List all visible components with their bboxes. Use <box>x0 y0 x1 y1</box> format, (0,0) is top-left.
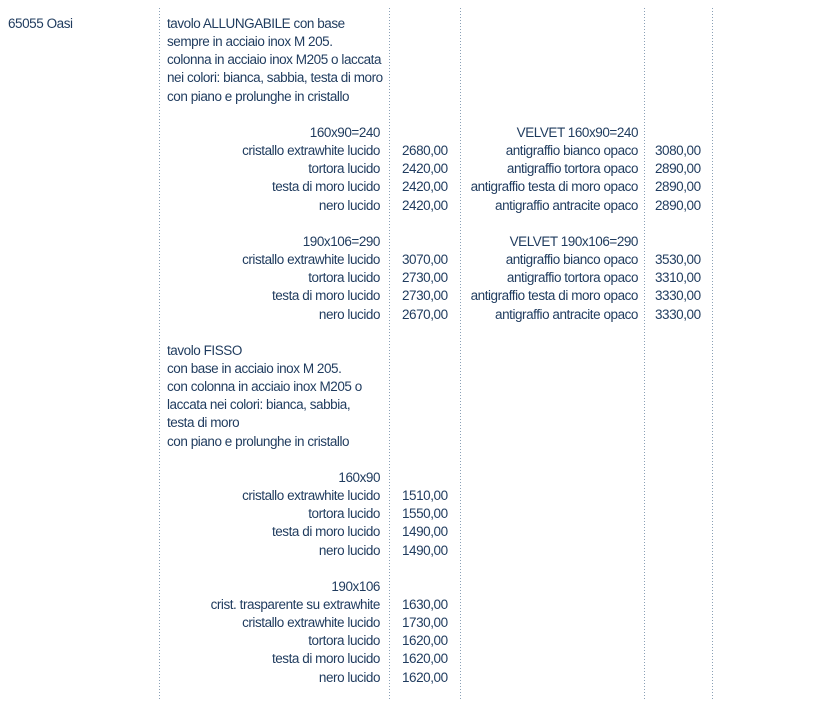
price-row <box>0 197 830 215</box>
finish-label: cristallo extrawhite lucido <box>242 252 380 268</box>
velvet-price: 2890,00 <box>655 161 701 177</box>
finish-label: cristallo extrawhite lucido <box>242 488 380 504</box>
spacer-row <box>0 324 830 342</box>
price-row <box>0 542 830 560</box>
price-row <box>0 287 830 305</box>
size-label: 160x90=240 <box>309 124 380 140</box>
price: 2670,00 <box>402 306 448 322</box>
size-header-row <box>0 578 830 596</box>
velvet-price: 3330,00 <box>655 306 701 322</box>
price-row <box>0 269 830 287</box>
description-row <box>0 433 830 451</box>
description-row <box>0 378 830 396</box>
velvet-price: 3330,00 <box>655 288 701 304</box>
description-line: sempre in acciaio inox M 205. <box>167 34 333 50</box>
description-row <box>0 15 830 33</box>
description-row <box>0 33 830 51</box>
price: 2730,00 <box>402 270 448 286</box>
price-row <box>0 487 830 505</box>
spacer-row <box>0 560 830 578</box>
velvet-finish-label: antigraffio bianco opaco <box>505 252 638 268</box>
finish-label: nero lucido <box>318 669 380 685</box>
price: 1490,00 <box>402 542 448 558</box>
description-line: con colonna in acciaio inox M205 o <box>167 379 362 395</box>
price-row <box>0 160 830 178</box>
price-row <box>0 178 830 196</box>
size-header-row <box>0 233 830 251</box>
price: 1510,00 <box>402 488 448 504</box>
finish-label: testa di moro lucido <box>271 179 380 195</box>
price: 2420,00 <box>402 197 448 213</box>
finish-label: tortora lucido <box>308 506 380 522</box>
description-line: con piano e prolunghe in cristallo <box>167 433 350 449</box>
description-line: colonna in acciaio inox M205 o laccata <box>167 52 382 68</box>
description-row <box>0 69 830 87</box>
description-line: testa di moro <box>167 415 240 431</box>
finish-label: testa di moro lucido <box>271 524 380 540</box>
price-row <box>0 632 830 650</box>
finish-label: tortora lucido <box>308 270 380 286</box>
description-row <box>0 342 830 360</box>
velvet-price: 3530,00 <box>655 252 701 268</box>
velvet-finish-label: antigraffio testa di moro opaco <box>470 179 638 195</box>
size-header-row <box>0 124 830 142</box>
velvet-size-label: VELVET 190x106=290 <box>509 233 638 249</box>
price: 2680,00 <box>402 143 448 159</box>
price: 1630,00 <box>402 597 448 612</box>
price-row <box>0 505 830 523</box>
description-row <box>0 396 830 414</box>
velvet-price: 2890,00 <box>655 179 701 195</box>
finish-label: tortora lucido <box>308 161 380 177</box>
finish-label: testa di moro lucido <box>271 288 380 304</box>
description-row <box>0 51 830 69</box>
description-line: tavolo ALLUNGABILE con base <box>167 16 345 31</box>
price: 1620,00 <box>402 651 448 667</box>
description-line: tavolo FISSO <box>167 342 242 358</box>
size-label: 190x106=290 <box>302 233 380 249</box>
finish-label: testa di moro lucido <box>271 651 380 667</box>
finish-label: cristallo extrawhite lucido <box>242 143 380 159</box>
description-row <box>0 88 830 106</box>
price-row <box>0 669 830 687</box>
velvet-finish-label: antigraffio tortora opaco <box>506 161 638 177</box>
price: 1490,00 <box>402 524 448 540</box>
price-row <box>0 523 830 541</box>
price-list <box>0 15 830 687</box>
price-row <box>0 142 830 160</box>
description-line: laccata nei colori: bianca, sabbia, <box>167 397 351 413</box>
spacer-row <box>0 215 830 233</box>
description-row <box>0 360 830 378</box>
price: 3070,00 <box>402 252 448 268</box>
velvet-finish-label: antigraffio bianco opaco <box>505 143 638 159</box>
price: 1550,00 <box>402 506 448 522</box>
description-line: nei colori: bianca, sabbia, testa di moro <box>167 70 383 86</box>
finish-label: crist. trasparente su extrawhite <box>210 597 380 612</box>
price-row <box>0 650 830 668</box>
description-line: con base in acciaio inox M 205. <box>167 360 342 376</box>
price-row <box>0 614 830 632</box>
size-label: 190x106 <box>331 578 380 594</box>
size-header-row <box>0 469 830 487</box>
velvet-price: 3080,00 <box>655 143 701 159</box>
finish-label: nero lucido <box>318 197 380 213</box>
price-row <box>0 306 830 324</box>
velvet-finish-label: antigraffio testa di moro opaco <box>470 288 638 304</box>
price: 1620,00 <box>402 633 448 649</box>
velvet-price: 3310,00 <box>655 270 701 286</box>
velvet-finish-label: antigraffio antracite opaco <box>495 197 638 213</box>
spacer-row <box>0 451 830 469</box>
finish-label: nero lucido <box>318 542 380 558</box>
velvet-size-label: VELVET 160x90=240 <box>516 124 638 140</box>
price-row <box>0 596 830 614</box>
spacer-row <box>0 106 830 124</box>
finish-label: nero lucido <box>318 306 380 322</box>
description-row <box>0 414 830 432</box>
price: 2730,00 <box>402 288 448 304</box>
velvet-finish-label: antigraffio tortora opaco <box>506 270 638 286</box>
velvet-finish-label: antigraffio antracite opaco <box>495 306 638 322</box>
description-line: con piano e prolunghe in cristallo <box>167 88 350 104</box>
price-row <box>0 251 830 269</box>
size-label: 160x90 <box>338 469 380 485</box>
finish-label: tortora lucido <box>308 633 380 649</box>
price: 2420,00 <box>402 161 448 177</box>
product-code: 65055 Oasi <box>8 16 73 31</box>
price: 1730,00 <box>402 615 448 631</box>
price: 1620,00 <box>402 669 448 685</box>
finish-label: cristallo extrawhite lucido <box>242 615 380 631</box>
velvet-price: 2890,00 <box>655 197 701 213</box>
price: 2420,00 <box>402 179 448 195</box>
